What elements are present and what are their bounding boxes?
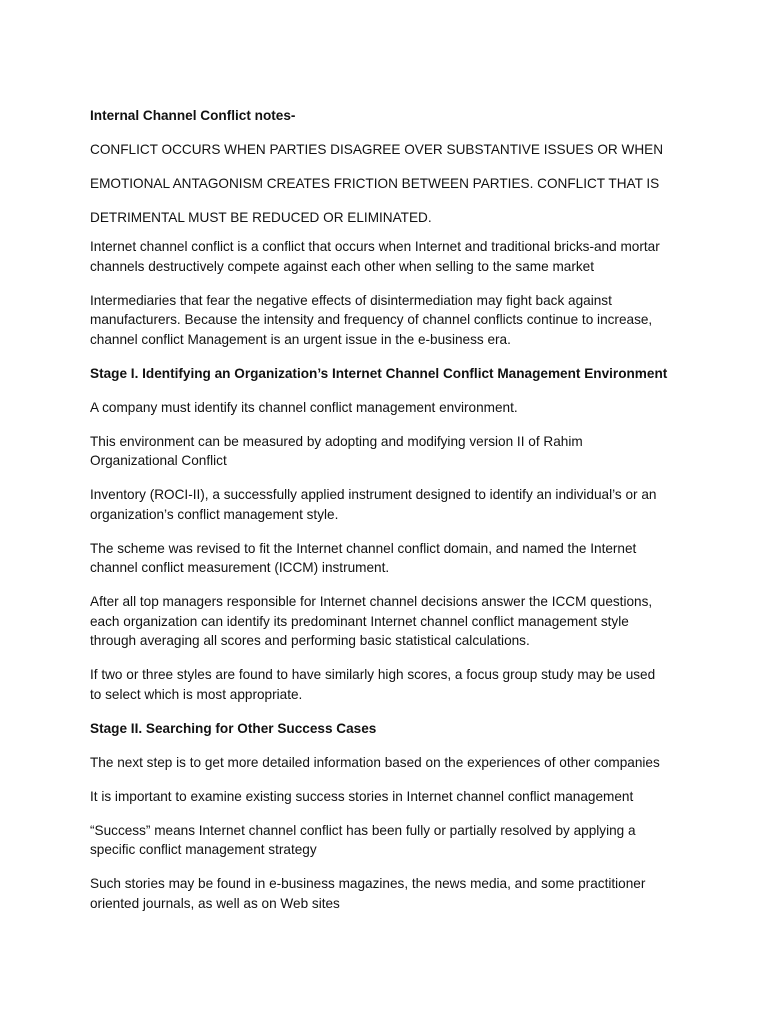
- text-line: The scheme was revised to fit the Internet channel conflict domain, and named the Internet: [90, 540, 637, 556]
- text-line: A company must identify its channel conflict management environment.: [90, 399, 518, 415]
- stage2-paragraph: [90, 787, 690, 807]
- text-line: organization’s conflict management style.: [90, 506, 339, 522]
- stage1-paragraph: [90, 398, 690, 418]
- caps-line: DETRIMENTAL MUST BE REDUCED OR ELIMINATED.: [90, 210, 432, 225]
- caps-line: EMOTIONAL ANTAGONISM CREATES FRICTION BETWEEN PARTIES. CONFLICT THAT IS: [90, 176, 660, 191]
- text-line: It is important to examine existing success stories in Internet channel conflict management: [90, 788, 634, 804]
- stage2-heading: Stage II. Searching for Other Success Cases: [90, 720, 377, 736]
- stage1-heading: Stage I. Identifying an Organization’s Internet Channel Conflict Management Environment: [90, 365, 668, 381]
- stage2-paragraph: [90, 874, 690, 913]
- text-line: “Success” means Internet channel conflict has been fully or partially resolved by applying a: [90, 822, 636, 838]
- caps-paragraph: [90, 133, 690, 235]
- caps-line: CONFLICT OCCURS WHEN PARTIES DISAGREE OVER SUBSTANTIVE ISSUES OR WHEN: [90, 142, 664, 157]
- stage2-paragraph: [90, 753, 690, 773]
- text-line: through averaging all scores and performing basic statistical calculations.: [90, 633, 530, 648]
- text-line: to select which is most appropriate.: [90, 686, 303, 702]
- stage1-paragraph: [90, 539, 690, 578]
- document-title: Internal Channel Conflict notes-: [90, 108, 296, 123]
- paragraph-intermediaries: [90, 291, 690, 350]
- stage2-paragraph: [90, 821, 690, 860]
- text-line: Inventory (ROCI-II), a successfully applied instrument designed to identify an individual’s or an: [90, 487, 657, 502]
- text-line: The next step is to get more detailed information based on the experiences of other companies: [90, 754, 660, 770]
- text-line: each organization can identify its predominant Internet channel conflict management style: [90, 613, 629, 629]
- text-line: Intermediaries that fear the negative effects of disintermediation may fight back against: [90, 292, 612, 308]
- stage1-paragraph: [90, 485, 690, 524]
- stage1-paragraph: [90, 665, 690, 704]
- text-line: manufacturers. Because the intensity and frequency of channel conflicts continue to increase,: [90, 312, 653, 327]
- text-line: oriented journals, as well as on Web sites: [90, 895, 340, 911]
- stage1-paragraph: [90, 592, 690, 651]
- document-page: [90, 106, 690, 928]
- text-line: specific conflict management strategy: [90, 842, 317, 857]
- text-line: This environment can be measured by adopting and modifying version II of Rahim: [90, 433, 583, 449]
- text-line: channels destructively compete against each other when selling to the same market: [90, 258, 594, 274]
- stage1-paragraph: [90, 432, 690, 471]
- text-line: Such stories may be found in e-business magazines, the news media, and some practitioner: [90, 876, 646, 891]
- text-line: channel conflict measurement (ICCM) instrument.: [90, 560, 390, 575]
- text-line: If two or three styles are found to have similarly high scores, a focus group study may be used: [90, 667, 656, 682]
- paragraph-internet-conflict: [90, 237, 690, 276]
- text-line: channel conflict Management is an urgent issue in the e-business era.: [90, 331, 511, 347]
- text-line: Internet channel conflict is a conflict that occurs when Internet and traditional bricks-and mortar: [90, 239, 660, 254]
- text-line: After all top managers responsible for Internet channel decisions answer the ICCM questions,: [90, 594, 653, 609]
- text-line: Organizational Conflict: [90, 453, 227, 468]
